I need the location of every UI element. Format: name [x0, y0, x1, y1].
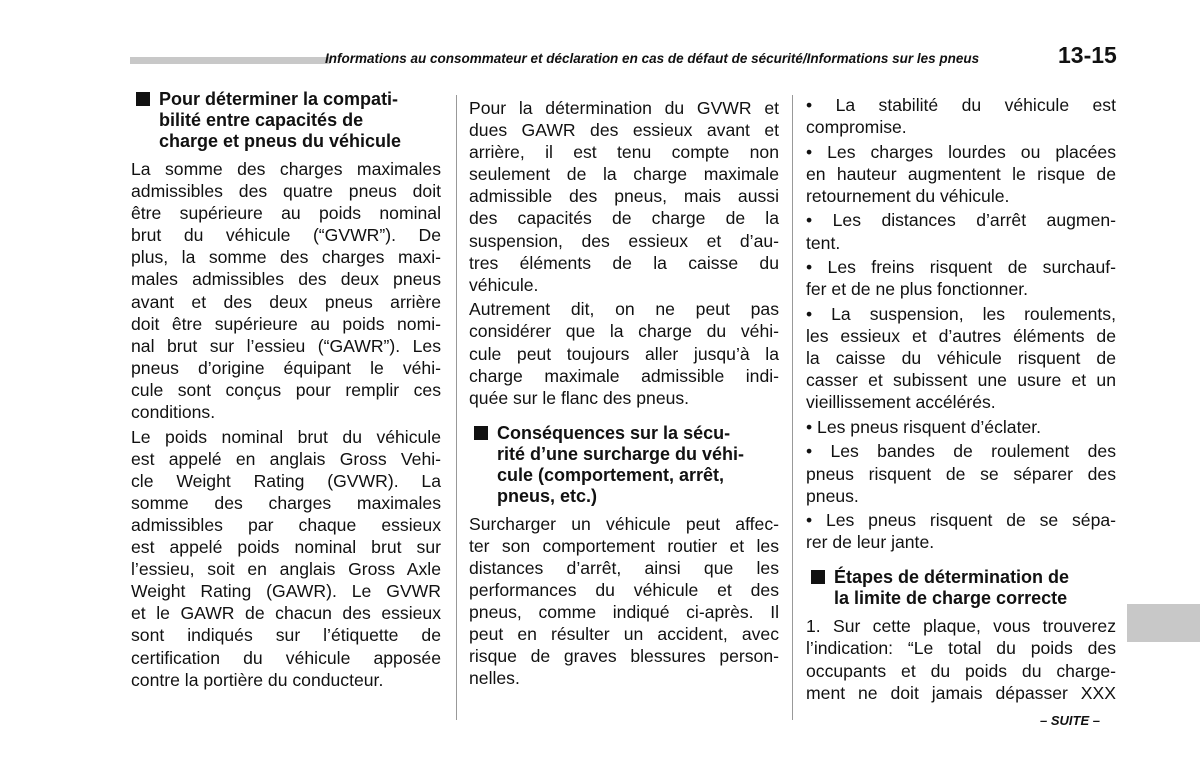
text-line: suspension, des essieux et d’au-: [469, 230, 779, 251]
text-line: admissibles des quatre pneus doit: [131, 181, 441, 202]
text-line: nal brut sur l’essieu (“GAWR”). Les: [131, 335, 441, 356]
text-line: 1. Sur cette plaque, vous trouverez: [806, 616, 1116, 637]
text-line: • Les charges lourdes ou placées: [806, 141, 1116, 162]
text-line: doit être supérieure au poids nomi-: [131, 313, 441, 334]
text-line: • La stabilité du véhicule est: [806, 95, 1116, 115]
section-heading: [131, 89, 441, 152]
paragraph: [806, 94, 1116, 138]
text-line: cule sont conçus pour remplir ces: [131, 379, 441, 400]
text-line: être supérieure au poids nominal: [131, 203, 441, 224]
text-line: les essieux et d’autres éléments de: [806, 325, 1116, 346]
text-line: peut en résulter un accident, avec: [469, 624, 779, 645]
text-line: arrière, il est tenu compte non: [469, 142, 779, 163]
text-line: • La suspension, les roulements,: [806, 303, 1116, 324]
text-line: la caisse du véhicule risquent de: [806, 348, 1116, 369]
text-line: des capacités de charge de la: [469, 208, 779, 229]
text-line: tent.: [806, 232, 841, 253]
text-line: Surcharger un véhicule peut affec-: [469, 513, 779, 534]
text-line: ter son comportement routier et les: [469, 535, 779, 556]
text-line: dues GAWR des essieux avant et: [469, 120, 779, 141]
text-line: admissible des pneus, mais aussi: [469, 186, 779, 207]
text-line: charge maximale admissible indi-: [469, 365, 779, 386]
text-line: Pour déterminer la compati-: [159, 89, 399, 109]
text-line: l’essieu, soit en anglais Gross Axle: [131, 559, 441, 580]
paragraph: [806, 303, 1116, 413]
column-1: [131, 89, 441, 693]
paragraph: [806, 141, 1116, 207]
paragraph: [131, 426, 441, 691]
running-header: Informations au consommateur et déclaration en cas de défaut de sécurité/Informations sur les pneus: [325, 51, 980, 66]
text-line: rité d’une surcharge du véhi-: [497, 443, 745, 464]
text-line: admissibles par chaque essieux: [131, 515, 441, 535]
text-line: Étapes de détermination de: [834, 567, 1070, 588]
text-line: Pour la détermination du GVWR et: [469, 98, 779, 118]
text-line: est appelé en anglais Gross Vehi-: [131, 448, 441, 469]
square-bullet-icon: [474, 426, 488, 440]
text-line: en hauteur augmentent le risque de: [806, 163, 1116, 184]
paragraph: [806, 440, 1116, 506]
paragraph: [806, 615, 1116, 703]
text-line: cule peut toujours aller jusqu’à la: [469, 343, 779, 364]
section-heading: [469, 423, 779, 507]
text-line: rer de leur jante.: [806, 532, 935, 553]
text-line: considérer que la charge du véhi-: [469, 321, 779, 342]
column-3: [806, 94, 1116, 706]
text-line: brut du véhicule (“GVWR”). De: [131, 225, 441, 246]
chapter-tab: [1127, 604, 1200, 642]
square-bullet-icon: [136, 92, 150, 106]
text-line: pneus.: [806, 485, 859, 506]
text-line: casser et subissent une usure et un: [806, 370, 1116, 391]
text-line: cule (comportement, arrêt,: [497, 464, 725, 485]
text-line: pneus, comme indiqué ci-après. Il: [469, 602, 779, 623]
text-line: certification du véhicule apposée: [131, 647, 441, 668]
header-bar: [130, 57, 330, 64]
text-line: • Les pneus risquent de se sépa-: [806, 510, 1116, 531]
text-line: distances d’arrêt, ainsi que les: [469, 558, 779, 578]
text-line: occupants et du poids du charge-: [806, 660, 1116, 681]
text-line: contre la portière du conducteur.: [131, 669, 384, 690]
paragraph: [806, 209, 1116, 253]
paragraph: [806, 509, 1116, 553]
text-line: ment ne doit jamais dépasser XXX: [806, 682, 1116, 703]
text-line: avant et des deux pneus arrière: [131, 291, 441, 312]
text-line: véhicule.: [469, 274, 539, 295]
text-line: l’indication: “Le total du poids des: [806, 638, 1116, 659]
text-line: Conséquences sur la sécu-: [497, 422, 731, 443]
text-line: charge et pneus du véhicule: [159, 131, 402, 151]
text-line: males admissibles des deux pneus: [131, 269, 441, 290]
text-line: seulement de la charge maximale: [469, 164, 779, 185]
paragraph: [469, 97, 779, 296]
text-line: quée sur le flanc des pneus.: [469, 387, 690, 408]
text-line: risque de graves blessures person-: [469, 646, 779, 667]
text-line: • Les pneus risquent d’éclater.: [806, 416, 1042, 437]
text-line: pneus d’origine équipant le véhi-: [131, 357, 441, 378]
text-line: plus, la somme des charges maxi-: [131, 247, 441, 268]
page-number: 13-15: [1058, 42, 1117, 68]
text-line: Autrement dit, on ne peut pas: [469, 299, 779, 320]
text-line: conditions.: [131, 402, 216, 423]
text-line: somme des charges maximales: [131, 492, 441, 513]
paragraph: [131, 158, 441, 423]
text-line: et le GAWR de chacun des essieux: [131, 603, 441, 624]
continued-label: – SUITE –: [1040, 713, 1100, 728]
column-divider: [456, 95, 457, 720]
paragraph: [469, 298, 779, 408]
text-line: • Les freins risquent de surchauf-: [806, 257, 1116, 278]
text-line: sont indiqués sur l’étiquette de: [131, 625, 441, 646]
text-line: est appelé poids nominal brut sur: [131, 537, 441, 558]
text-line: Weight Rating (GAWR). Le GVWR: [131, 581, 441, 602]
section-heading: [806, 567, 1116, 609]
text-line: pneus, etc.): [497, 485, 598, 506]
text-line: compromise.: [806, 117, 907, 138]
text-line: fer et de ne plus fonctionner.: [806, 279, 1029, 300]
column-2: [469, 97, 779, 692]
text-line: tres éléments de la caisse du: [469, 252, 779, 273]
column-divider: [792, 95, 793, 720]
text-line: vieillissement accélérés.: [806, 392, 996, 413]
text-line: nelles.: [469, 668, 520, 689]
paragraph: [469, 513, 779, 690]
square-bullet-icon: [811, 570, 825, 584]
text-line: la limite de charge correcte: [834, 588, 1068, 609]
text-line: bilité entre capacités de: [159, 110, 364, 130]
text-line: Le poids nominal brut du véhicule: [131, 426, 441, 447]
text-line: performances du véhicule et des: [469, 580, 779, 601]
text-line: • Les distances d’arrêt augmen-: [806, 210, 1116, 231]
paragraph: [806, 416, 1116, 438]
paragraph: [806, 256, 1116, 300]
text-line: La somme des charges maximales: [131, 159, 441, 179]
text-line: pneus risquent de se séparer des: [806, 463, 1116, 484]
text-line: cle Weight Rating (GVWR). La: [131, 470, 441, 491]
text-line: retournement du véhicule.: [806, 185, 1010, 206]
text-line: • Les bandes de roulement des: [806, 441, 1116, 462]
